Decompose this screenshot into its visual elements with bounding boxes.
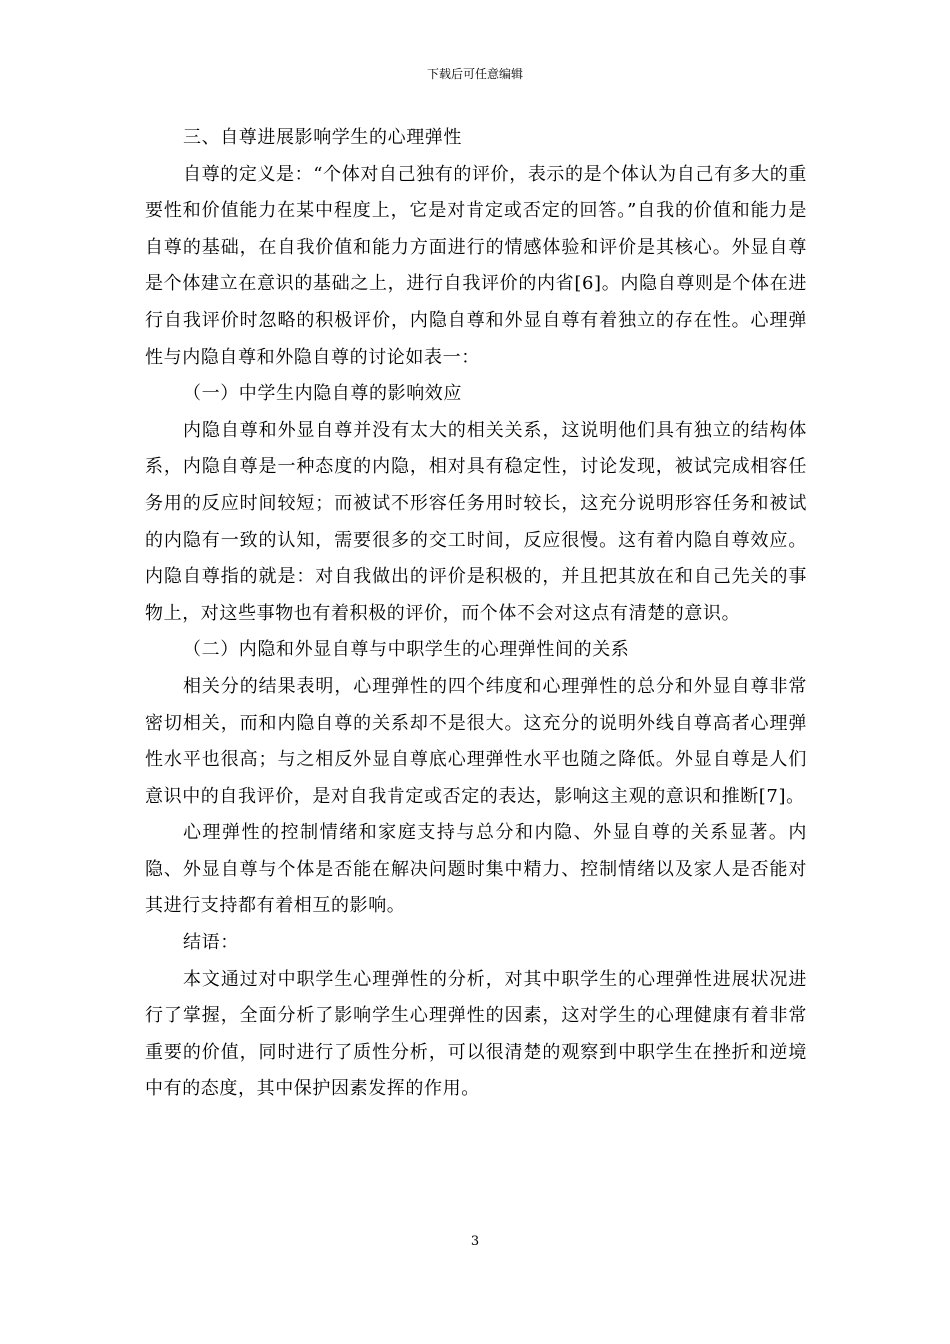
section-title: 三、自尊进展影响学生的心理弹性 bbox=[183, 127, 462, 148]
page-header: 下载后可任意编辑 bbox=[426, 67, 523, 81]
subsection-title-1: （一）中学生内隐自尊的影响效应 bbox=[183, 383, 462, 405]
paragraph-emotion-family: 心理弹性的控制情绪和家庭支持与总分和内隐、外显自尊的关系显著。内隐、外显自尊与个体是否能在解决问题时集中精力、控制情绪以及家人是否能对其进行支持都有着相互的影响。 bbox=[145, 822, 807, 917]
conclusion-label: 结语： bbox=[183, 932, 239, 954]
page-number: 3 bbox=[470, 1234, 480, 1249]
paragraph-conclusion: 本文通过对中职学生心理弹性的分析，对其中职学生的心理弹性进展状况进行了掌握，全面分析了影响学生心理弹性的因素，这对学生的心理健康有着非常重要的价值，同时进行了质性分析，可以很清楚的观察到中职学生在挫折和逆境中有的态度，其中保护因素发挥的作用。 bbox=[145, 968, 807, 1100]
paragraph-implicit-effect: 内隐自尊和外显自尊并没有太大的相关关系，这说明他们具有独立的结构体系，内隐自尊是一种态度的内隐，相对具有稳定性，讨论发现，被试完成相容任务用的反应时间较短；而被试不形容任务用时较长，这充分说明形容任务和被试的内隐有一致的认知，需要很多的交工时间，反应很慢。这有着内隐自尊效应。内隐自尊指的就是：对自我做出的评价是积极的，并且把其放在和自己先关的事物上，对这些事物也有着积极的评价，而个体不会对这点有清楚的意识。 bbox=[145, 419, 807, 624]
subsection-title-2: （二）内隐和外显自尊与中职学生的心理弹性间的关系 bbox=[183, 639, 630, 661]
document-body bbox=[145, 120, 807, 1108]
paragraph-correlation: 相关分的结果表明，心理弹性的四个纬度和心理弹性的总分和外显自尊非常密切相关，而和内隐自尊的关系却不是很大。这充分的说明外线自尊高者心理弹性水平也很高；与之相反外显自尊底心理弹性水平也随之降低。外显自尊是人们意识中的自我评价，是对自我肯定或否定的表达，影响这主观的意识和推断[7]。 bbox=[145, 675, 807, 807]
paragraph-self-esteem-definition: 自尊的定义是：“个体对自己独有的评价，表示的是个体认为自己有多大的重要性和价值能力在某中程度上，它是对肯定或否定的回答。”自我的价值和能力是自尊的基础，在自我价值和能力方面进行的情感体验和评价是其核心。外显自尊是个体建立在意识的基础之上，进行自我评价的内省[6]。内隐自尊则是个体在进行自我评价时忽略的积极评价，内隐自尊和外显自尊有着独立的存在性。心理弹性与内隐自尊和外隐自尊的讨论如表一： bbox=[145, 163, 807, 368]
